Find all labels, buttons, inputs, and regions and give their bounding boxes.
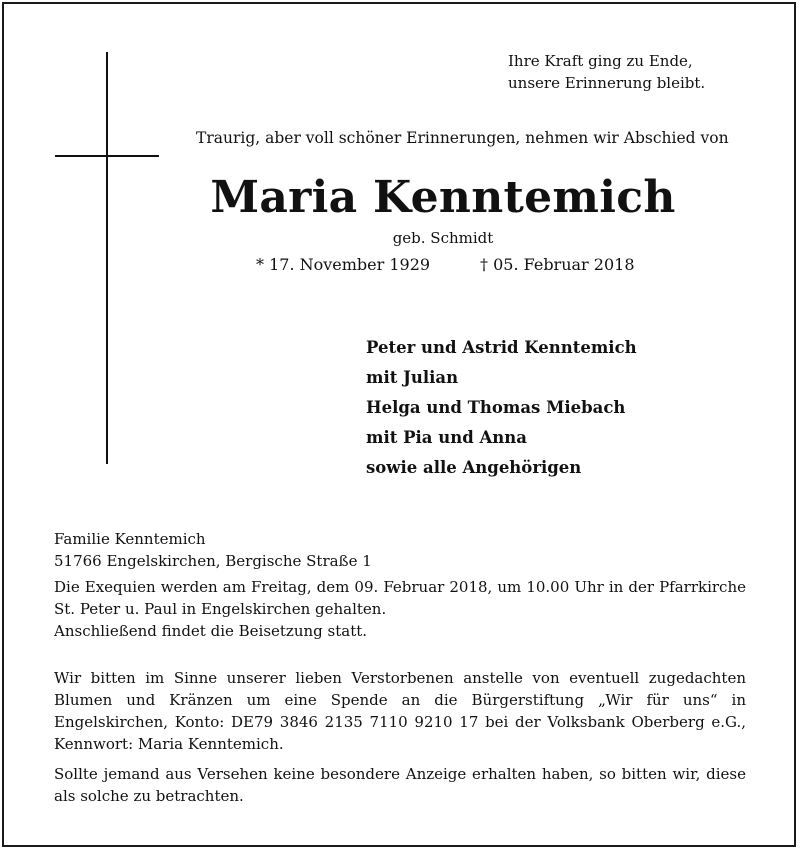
mourner-line: Helga und Thomas Miebach [366,398,626,417]
death-date: † 05. Februar 2018 [480,255,635,274]
mourner-line: sowie alle Angehörigen [366,458,582,477]
mourner-line: mit Pia und Anna [366,428,527,447]
motto-line-2: unsere Erinnerung bleibt. [508,74,706,92]
donation-paragraph: Wir bitten im Sinne unserer lieben Verstorbenen anstelle von eventuell zugedachten Blumen und Kränzen um eine Spende an die Bürgerstiftung „Wir für uns“ in Engelskirchen, Konto: DE79 3846 2135 7110 9210 17 bei der Volksbank Oberberg e.G., Kennwort: Maria Kenntemich. [54,669,746,753]
service-paragraph [54,576,746,642]
family-name: Familie Kenntemich [54,530,206,548]
birth-date: * 17. November 1929 [256,255,431,274]
burial-text: Anschließend findet die Beisetzung statt. [54,622,368,640]
motto-line-1: Ihre Kraft ging zu Ende, [508,52,693,70]
mourner-line: Peter und Astrid Kenntemich [366,338,637,357]
deceased-name: Maria Kenntemich [210,172,676,223]
mourner-line: mit Julian [366,368,459,387]
family-address [54,528,372,572]
maiden-name: geb. Schmidt [392,229,494,247]
service-text: Die Exequien werden am Freitag, dem 09. Februar 2018, um 10.00 Uhr in der Pfarrkirche St. Peter u. Paul in Engelskirchen gehalten. [54,578,746,618]
motto [508,50,705,94]
cross-vertical-bar [106,52,108,464]
street-address: 51766 Engelskirchen, Bergische Straße 1 [54,552,372,570]
cross-horizontal-bar [55,155,159,157]
notice-paragraph: Sollte jemand aus Versehen keine besondere Anzeige erhalten haben, so bitten wir, diese als solche zu betrachten. [54,765,746,805]
mourners-list [366,333,637,483]
intro-text: Traurig, aber voll schöner Erinnerungen, nehmen wir Abschied von [196,129,729,147]
